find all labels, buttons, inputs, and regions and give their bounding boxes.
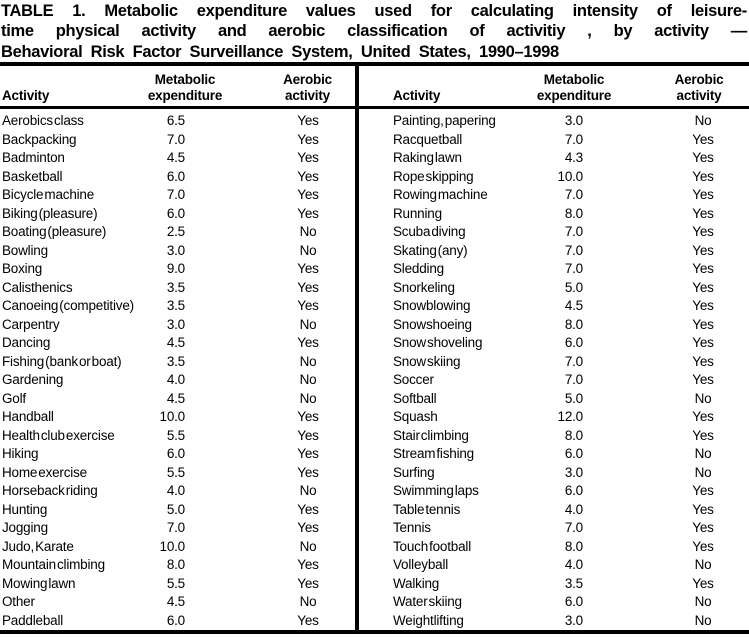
column-spacer (583, 334, 663, 353)
activity-cell: Stair climbing (393, 427, 469, 443)
metabolic-expenditure-cell: 3.0 (564, 464, 583, 480)
aerobic-activity-cell: Yes (692, 353, 714, 369)
column-spacer (583, 538, 663, 557)
metabolic-expenditure-cell: 4.5 (564, 298, 583, 314)
activity-cell: Calisthenics (2, 279, 73, 295)
metabolic-expenditure-cell: 10.0 (557, 168, 583, 184)
table-row (359, 205, 749, 224)
aerobic-activity-cell: Yes (297, 612, 319, 628)
table-row (0, 556, 355, 575)
table-row (359, 445, 749, 464)
metabolic-expenditure-cell: 4.5 (166, 335, 185, 351)
aerobic-activity-cell: No (694, 113, 712, 129)
table-row (0, 464, 355, 483)
column-spacer (583, 612, 663, 631)
column-spacer (583, 297, 663, 316)
aerobic-activity-cell: No (694, 390, 712, 406)
aerobic-activity-cell: Yes (692, 520, 714, 536)
metabolic-expenditure-cell: 4.5 (166, 594, 185, 610)
table-right-half (359, 66, 749, 630)
aerobic-activity-cell: Yes (297, 168, 319, 184)
column-spacer (583, 186, 663, 205)
table-row (359, 575, 749, 594)
metabolic-expenditure-cell: 6.0 (166, 612, 185, 628)
metabolic-expenditure-cell: 12.0 (557, 409, 583, 425)
metabolic-expenditure-cell: 10.0 (159, 538, 185, 554)
metabolic-expenditure-cell: 3.5 (166, 298, 185, 314)
column-spacer (185, 353, 268, 372)
activity-cell: Handball (2, 409, 54, 425)
right-header-activity: Activity (393, 88, 441, 104)
table-row (0, 316, 355, 335)
column-spacer (583, 593, 663, 612)
column-spacer (185, 427, 268, 446)
table-row (0, 149, 355, 168)
activity-cell: Soccer (393, 372, 434, 388)
table-row (359, 297, 749, 316)
table-row (359, 131, 749, 150)
column-spacer (583, 371, 663, 390)
table-row (0, 482, 355, 501)
aerobic-activity-cell: Yes (297, 187, 319, 203)
aerobic-activity-cell: No (299, 483, 317, 499)
metabolic-expenditure-cell: 9.0 (166, 261, 185, 277)
aerobic-activity-cell: Yes (297, 335, 319, 351)
table-row (0, 408, 355, 427)
column-spacer (583, 427, 663, 446)
activity-cell: Other (2, 594, 35, 610)
aerobic-activity-cell: No (299, 316, 317, 332)
metabolic-expenditure-cell: 6.0 (564, 483, 583, 499)
activity-cell: Aerobics class (2, 113, 84, 129)
left-rows (0, 109, 355, 630)
aerobic-activity-cell: No (694, 612, 712, 628)
column-spacer (583, 445, 663, 464)
column-spacer (185, 316, 268, 335)
aerobic-activity-cell: Yes (297, 113, 319, 129)
aerobic-activity-cell: Yes (297, 261, 319, 277)
aerobic-activity-cell: No (299, 353, 317, 369)
left-header-metabolic-expenditure: Metabolic expenditure (147, 72, 223, 104)
table-row (0, 223, 355, 242)
metabolic-expenditure-cell: 4.0 (166, 372, 185, 388)
column-spacer (583, 501, 663, 520)
table-row (0, 575, 355, 594)
aerobic-activity-cell: Yes (297, 464, 319, 480)
metabolic-expenditure-cell: 4.0 (564, 501, 583, 517)
metabolic-expenditure-cell: 3.5 (166, 279, 185, 295)
metabolic-expenditure-cell: 7.0 (564, 131, 583, 147)
table-row (359, 408, 749, 427)
aerobic-activity-cell: Yes (692, 205, 714, 221)
table-row (359, 427, 749, 446)
table-row (0, 390, 355, 409)
column-spacer (185, 260, 268, 279)
metabolic-expenditure-cell: 7.0 (564, 242, 583, 258)
table-row (0, 242, 355, 261)
metabolic-expenditure-cell: 7.0 (564, 353, 583, 369)
activity-cell: Surfing (393, 464, 435, 480)
table-row (359, 316, 749, 335)
aerobic-activity-cell: Yes (297, 279, 319, 295)
table-row (359, 334, 749, 353)
metabolic-expenditure-cell: 3.0 (166, 242, 185, 258)
activity-cell: Boxing (2, 261, 43, 277)
column-spacer (583, 390, 663, 409)
column-spacer (583, 464, 663, 483)
column-spacer (185, 408, 268, 427)
aerobic-activity-cell: No (694, 464, 712, 480)
aerobic-activity-cell: No (299, 372, 317, 388)
aerobic-activity-cell: Yes (692, 409, 714, 425)
activity-cell: Skating (any) (393, 242, 468, 258)
aerobic-activity-cell: Yes (297, 409, 319, 425)
aerobic-activity-cell: Yes (692, 575, 714, 591)
aerobic-activity-cell: Yes (297, 520, 319, 536)
metabolic-expenditure-cell: 7.0 (564, 224, 583, 240)
activity-cell: Bowling (2, 242, 48, 258)
column-spacer (583, 149, 663, 168)
activity-cell: Snowshoeing (393, 316, 472, 332)
table-row (0, 334, 355, 353)
metabolic-expenditure-cell: 4.0 (564, 557, 583, 573)
right-header-row (359, 66, 749, 106)
metabolic-expenditure-cell: 5.0 (166, 501, 185, 517)
table-row (359, 112, 749, 131)
column-spacer (185, 464, 268, 483)
column-spacer (583, 575, 663, 594)
metabolic-expenditure-cell: 8.0 (166, 557, 185, 573)
table-row (0, 205, 355, 224)
table-row (359, 538, 749, 557)
table-row (359, 482, 749, 501)
table-row (359, 464, 749, 483)
metabolic-expenditure-cell: 7.0 (166, 520, 185, 536)
aerobic-activity-cell: Yes (692, 131, 714, 147)
metabolic-expenditure-cell: 5.0 (564, 390, 583, 406)
right-rows (359, 109, 749, 630)
table-row (0, 131, 355, 150)
activity-cell: Racquetball (393, 131, 463, 147)
table-title-line-1: TABLE 1. Metabolic expenditure values used for calculating intensity of leisure- (1, 2, 747, 20)
metabolic-expenditure-cell: 4.0 (166, 483, 185, 499)
metabolic-expenditure-cell: 3.5 (564, 575, 583, 591)
activity-cell: Rope skipping (393, 168, 474, 184)
metabolic-expenditure-cell: 10.0 (159, 409, 185, 425)
aerobic-activity-cell: Yes (692, 279, 714, 295)
table-row (359, 371, 749, 390)
activity-cell: Dancing (2, 335, 51, 351)
metabolic-expenditure-cell: 5.5 (166, 427, 185, 443)
column-spacer (185, 279, 268, 298)
activity-cell: Biking (pleasure) (2, 205, 98, 221)
activity-cell: Gardening (2, 372, 64, 388)
column-spacer (583, 279, 663, 298)
table-row (0, 427, 355, 446)
activity-cell: Sledding (393, 261, 444, 277)
activity-cell: Table tennis (393, 501, 461, 517)
column-spacer (185, 223, 268, 242)
table (0, 66, 749, 630)
aerobic-activity-cell: Yes (297, 575, 319, 591)
table-row (359, 149, 749, 168)
activity-cell: Scuba diving (393, 224, 466, 240)
activity-cell: Painting, papering (393, 113, 496, 129)
activity-cell: Softball (393, 390, 437, 406)
column-spacer (583, 519, 663, 538)
aerobic-activity-cell: Yes (297, 205, 319, 221)
activity-cell: Mountain climbing (2, 557, 105, 573)
column-spacer (583, 482, 663, 501)
metabolic-expenditure-cell: 6.0 (564, 335, 583, 351)
aerobic-activity-cell: Yes (692, 224, 714, 240)
activity-cell: Horseback riding (2, 483, 98, 499)
aerobic-activity-cell: Yes (692, 316, 714, 332)
metabolic-expenditure-cell: 7.0 (564, 372, 583, 388)
activity-cell: Backpacking (2, 131, 77, 147)
left-header-row (0, 66, 355, 106)
column-spacer (185, 334, 268, 353)
aerobic-activity-cell: No (694, 446, 712, 462)
activity-cell: Rowing machine (393, 187, 488, 203)
table-row (0, 593, 355, 612)
column-spacer (583, 556, 663, 575)
column-spacer (583, 205, 663, 224)
activity-cell: Judo, Karate (2, 538, 74, 554)
activity-cell: Boating (pleasure) (2, 224, 107, 240)
table-title (0, 0, 749, 62)
table-row (359, 390, 749, 409)
metabolic-expenditure-cell: 7.0 (166, 131, 185, 147)
metabolic-expenditure-cell: 6.0 (564, 446, 583, 462)
activity-cell: Volleyball (393, 557, 449, 573)
table-row (359, 593, 749, 612)
column-spacer (185, 482, 268, 501)
aerobic-activity-cell: Yes (297, 427, 319, 443)
aerobic-activity-cell: Yes (692, 187, 714, 203)
table-row (0, 260, 355, 279)
column-spacer (583, 223, 663, 242)
activity-cell: Walking (393, 575, 440, 591)
aerobic-activity-cell: Yes (297, 150, 319, 166)
column-spacer (185, 556, 268, 575)
table-title-line-2: time physical activity and aerobic classification of activitiy , by activity — (1, 22, 747, 41)
aerobic-activity-cell: Yes (297, 446, 319, 462)
table-left-half (0, 66, 355, 630)
aerobic-activity-cell: No (299, 594, 317, 610)
aerobic-activity-cell: Yes (297, 557, 319, 573)
metabolic-expenditure-cell: 8.0 (564, 538, 583, 554)
column-spacer (583, 242, 663, 261)
table-row (0, 519, 355, 538)
metabolic-expenditure-cell: 6.0 (166, 205, 185, 221)
table-row (0, 371, 355, 390)
activity-cell: Running (393, 205, 442, 221)
activity-cell: Carpentry (2, 316, 60, 332)
table-row (0, 353, 355, 372)
aerobic-activity-cell: No (299, 224, 317, 240)
activity-cell: Paddleball (2, 612, 64, 628)
column-spacer (583, 168, 663, 187)
aerobic-activity-cell: Yes (297, 131, 319, 147)
table-row (359, 242, 749, 261)
aerobic-activity-cell: No (299, 538, 317, 554)
activity-cell: Snow skiing (393, 353, 461, 369)
metabolic-expenditure-cell: 7.0 (564, 261, 583, 277)
table-row (359, 260, 749, 279)
metabolic-expenditure-cell: 6.0 (166, 168, 185, 184)
activity-cell: Weightlifting (393, 612, 464, 628)
metabolic-expenditure-cell: 7.0 (564, 187, 583, 203)
activity-cell: Hunting (2, 501, 48, 517)
metabolic-expenditure-cell: 3.5 (166, 353, 185, 369)
activity-cell: Fishing (bank or boat) (2, 353, 122, 369)
activity-cell: Badminton (2, 150, 65, 166)
table-row (0, 279, 355, 298)
column-spacer (185, 575, 268, 594)
metabolic-expenditure-cell: 3.0 (564, 612, 583, 628)
activity-cell: Bicycle machine (2, 187, 95, 203)
activity-cell: Golf (2, 390, 26, 406)
activity-cell: Jogging (2, 520, 48, 536)
aerobic-activity-cell: Yes (692, 261, 714, 277)
activity-cell: Snowblowing (393, 298, 471, 314)
aerobic-activity-cell: Yes (692, 538, 714, 554)
metabolic-expenditure-cell: 7.0 (564, 520, 583, 536)
aerobic-activity-cell: Yes (692, 372, 714, 388)
activity-cell: Canoeing (competitive) (2, 298, 134, 314)
column-spacer (185, 149, 268, 168)
metabolic-expenditure-cell: 4.5 (166, 150, 185, 166)
table-row (0, 501, 355, 520)
metabolic-expenditure-cell: 3.0 (564, 113, 583, 129)
table-row (359, 223, 749, 242)
aerobic-activity-cell: No (694, 594, 712, 610)
aerobic-activity-cell: Yes (297, 298, 319, 314)
column-spacer (185, 131, 268, 150)
table-title-line-3: Behavioral Risk Factor Surveillance System, United States, 1990–1998 (1, 42, 559, 61)
metabolic-expenditure-cell: 5.5 (166, 464, 185, 480)
table-row (0, 538, 355, 557)
metabolic-expenditure-cell: 8.0 (564, 427, 583, 443)
metabolic-expenditure-cell: 2.5 (166, 224, 185, 240)
aerobic-activity-cell: Yes (692, 168, 714, 184)
table-row (359, 501, 749, 520)
activity-cell: Squash (393, 409, 438, 425)
metabolic-expenditure-cell: 5.5 (166, 575, 185, 591)
column-spacer (185, 242, 268, 261)
metabolic-expenditure-cell: 4.5 (166, 390, 185, 406)
column-spacer (185, 538, 268, 557)
table-row (359, 186, 749, 205)
table-row (0, 445, 355, 464)
table-row (359, 556, 749, 575)
activity-cell: Health club exercise (2, 427, 115, 443)
column-spacer (583, 112, 663, 131)
column-spacer (185, 112, 268, 131)
metabolic-expenditure-cell: 8.0 (564, 316, 583, 332)
table-row (359, 519, 749, 538)
column-spacer (185, 168, 268, 187)
aerobic-activity-cell: Yes (692, 335, 714, 351)
table-row (0, 612, 355, 631)
metabolic-expenditure-cell: 6.0 (564, 594, 583, 610)
table-row (359, 612, 749, 631)
activity-cell: Raking lawn (393, 150, 462, 166)
table-row (359, 279, 749, 298)
aerobic-activity-cell: Yes (692, 483, 714, 499)
column-spacer (185, 205, 268, 224)
aerobic-activity-cell: Yes (692, 298, 714, 314)
table-row (359, 353, 749, 372)
right-header-metabolic-expenditure: Metabolic expenditure (536, 72, 612, 104)
column-spacer (185, 390, 268, 409)
column-spacer (583, 353, 663, 372)
metabolic-expenditure-cell: 4.3 (564, 150, 583, 166)
aerobic-activity-cell: Yes (297, 501, 319, 517)
column-spacer (583, 131, 663, 150)
table-row (0, 112, 355, 131)
metabolic-expenditure-cell: 5.0 (564, 279, 583, 295)
activity-cell: Tennis (393, 520, 431, 536)
aerobic-activity-cell: No (299, 390, 317, 406)
column-spacer (185, 501, 268, 520)
table-row (0, 297, 355, 316)
metabolic-expenditure-cell: 7.0 (166, 187, 185, 203)
activity-cell: Hiking (2, 446, 39, 462)
column-spacer (185, 519, 268, 538)
activity-cell: Swimming laps (393, 483, 479, 499)
column-spacer (185, 593, 268, 612)
activity-cell: Snorkeling (393, 279, 455, 295)
column-spacer (583, 260, 663, 279)
column-spacer (185, 445, 268, 464)
aerobic-activity-cell: Yes (692, 150, 714, 166)
metabolic-expenditure-cell: 6.0 (166, 446, 185, 462)
aerobic-activity-cell: Yes (692, 501, 714, 517)
column-spacer (185, 371, 268, 390)
activity-cell: Water skiing (393, 594, 462, 610)
metabolic-expenditure-cell: 3.0 (166, 316, 185, 332)
column-spacer (185, 186, 268, 205)
aerobic-activity-cell: No (299, 242, 317, 258)
activity-cell: Mowing lawn (2, 575, 76, 591)
left-header-aerobic-activity: Aerobic activity (283, 72, 332, 104)
aerobic-activity-cell: Yes (692, 242, 714, 258)
activity-cell: Snow shoveling (393, 335, 483, 351)
metabolic-expenditure-cell: 8.0 (564, 205, 583, 221)
table-row (0, 186, 355, 205)
table-row (359, 168, 749, 187)
aerobic-activity-cell: No (694, 557, 712, 573)
column-spacer (185, 297, 268, 316)
activity-cell: Home exercise (2, 464, 87, 480)
bottom-rule (0, 630, 749, 634)
column-spacer (185, 612, 268, 631)
activity-cell: Basketball (2, 168, 63, 184)
activity-cell: Touch football (393, 538, 472, 554)
table-row (0, 168, 355, 187)
right-header-aerobic-activity: Aerobic activity (674, 72, 724, 104)
activity-cell: Stream fishing (393, 446, 474, 462)
column-spacer (583, 408, 663, 427)
left-header-activity: Activity (2, 88, 50, 104)
metabolic-expenditure-cell: 6.5 (166, 113, 185, 129)
aerobic-activity-cell: Yes (692, 427, 714, 443)
column-spacer (583, 316, 663, 335)
